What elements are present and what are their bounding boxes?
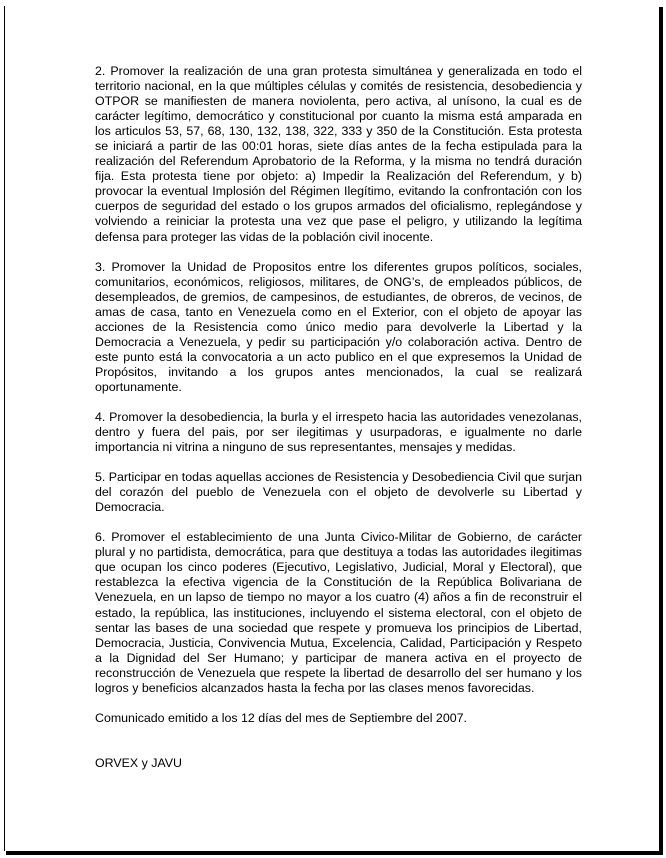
document-body xyxy=(95,64,582,786)
paragraph-item-5: 5. Participar en todas aquellas acciones de Resistencia y Desobediencia Civil que surjan del corazón del pueblo de Venezuela con el objeto de devolverle su Libertad y Democracia. xyxy=(95,470,582,515)
closing-statement: Comunicado emitido a los 12 días del mes de Septiembre del 2007. xyxy=(95,710,467,725)
paragraph-item-2: 2. Promover la realización de una gran protesta simultánea y generalizada en todo el territorio nacional, en la que múltiples células y comités de resistencia, desobediencia y OTPOR se manifiesten de manera noviolenta, pero activa, al unísono, la cual es de carácter legítimo, democrático y constitucional por cuanto la misma está amparada en los articulos 53, 57, 68, 130, 132, 138, 322, 333 y 350 de la Constitución. Esta protesta se iniciará a partir de las 00:01 horas, siete días antes de la fecha estipulada para la realización del Referendum Aprobatorio de la Reforma, y la misma no tendrá duración fija. Esta protesta tiene por objeto: a) Impedir la Realización del Referendum, y b) provocar la eventual Implosión del Régimen Ilegítimo, evitando la confrontación con los cuerpos de seguridad del estado o los grupos armados del oficialismo, replegándose y volviendo a reiniciar la protesta una vez que pase el peligro, y utilizando la legítima defensa para proteger las vidas de la población civil inocente. xyxy=(95,64,582,244)
paragraph-item-6: 6. Promover el establecimiento de una Junta Civico-Militar de Gobierno, de carácter plural y no partidista, democrática, para que destituya a todas las autoridades ilegitimas que ocupan los cinco poderes (Ejecutivo, Legislativo, Judicial, Moral y Electoral), que restablezca la efectiva vigencia de la Constitución de la República Bolivariana de Venezuela, en un lapso de tiempo no mayor a los cuatro (4) años a fin de reconstruir el estado, la república, las instituciones, incluyendo el sistema electoral, con el objeto de sentar las bases de una sociedad que respete y promueva los principios de Libertad, Democracia, Justicia, Convivencia Mutua, Excelencia, Calidad, Participación y Respeto a la Dignidad del Ser Humano; y participar de manera activa en el proyecto de reconstrucción de Venezuela que respete la libertad de desarrollo del ser humano y los logros y beneficios alcanzados hasta la fecha por las clases menos favorecidas. xyxy=(95,530,582,695)
page-shadow-bottom xyxy=(6,851,663,855)
signature: ORVEX y JAVU xyxy=(95,755,182,770)
page-shadow-right xyxy=(659,7,663,855)
paragraph-item-4: 4. Promover la desobediencia, la burla y el irrespeto hacia las autoridades venezolanas, dentro y fuera del pais, por ser ilegitimas y usurpadoras, e igualmente no darle importancia ni vitrina a ninguno de sus representantes, mensajes y medidas. xyxy=(95,409,582,455)
paragraph-item-3: 3. Promover la Unidad de Propositos entre los diferentes grupos políticos, sociales, comunitarios, económicos, religiosos, militares, de ONG’s, de empleados públicos, de desempleados, de gremios, de campesinos, de estudiantes, de obreros, de vecinos, de amas de casa, tanto en Venezuela como en el Exterior, con el objeto de apoyar las acciones de la Resistencia como único medio para devolverle la Libertad y la Democracia a Venezuela, y pedir su participación y/o colaboración activa. Dentro de este punto está la convocatoria a un acto publico en el que expresemos la Unidad de Propósitos, invitando a los grupos antes mencionados, la cual se realizará oportunamente. xyxy=(95,259,582,394)
document-page xyxy=(4,6,659,851)
